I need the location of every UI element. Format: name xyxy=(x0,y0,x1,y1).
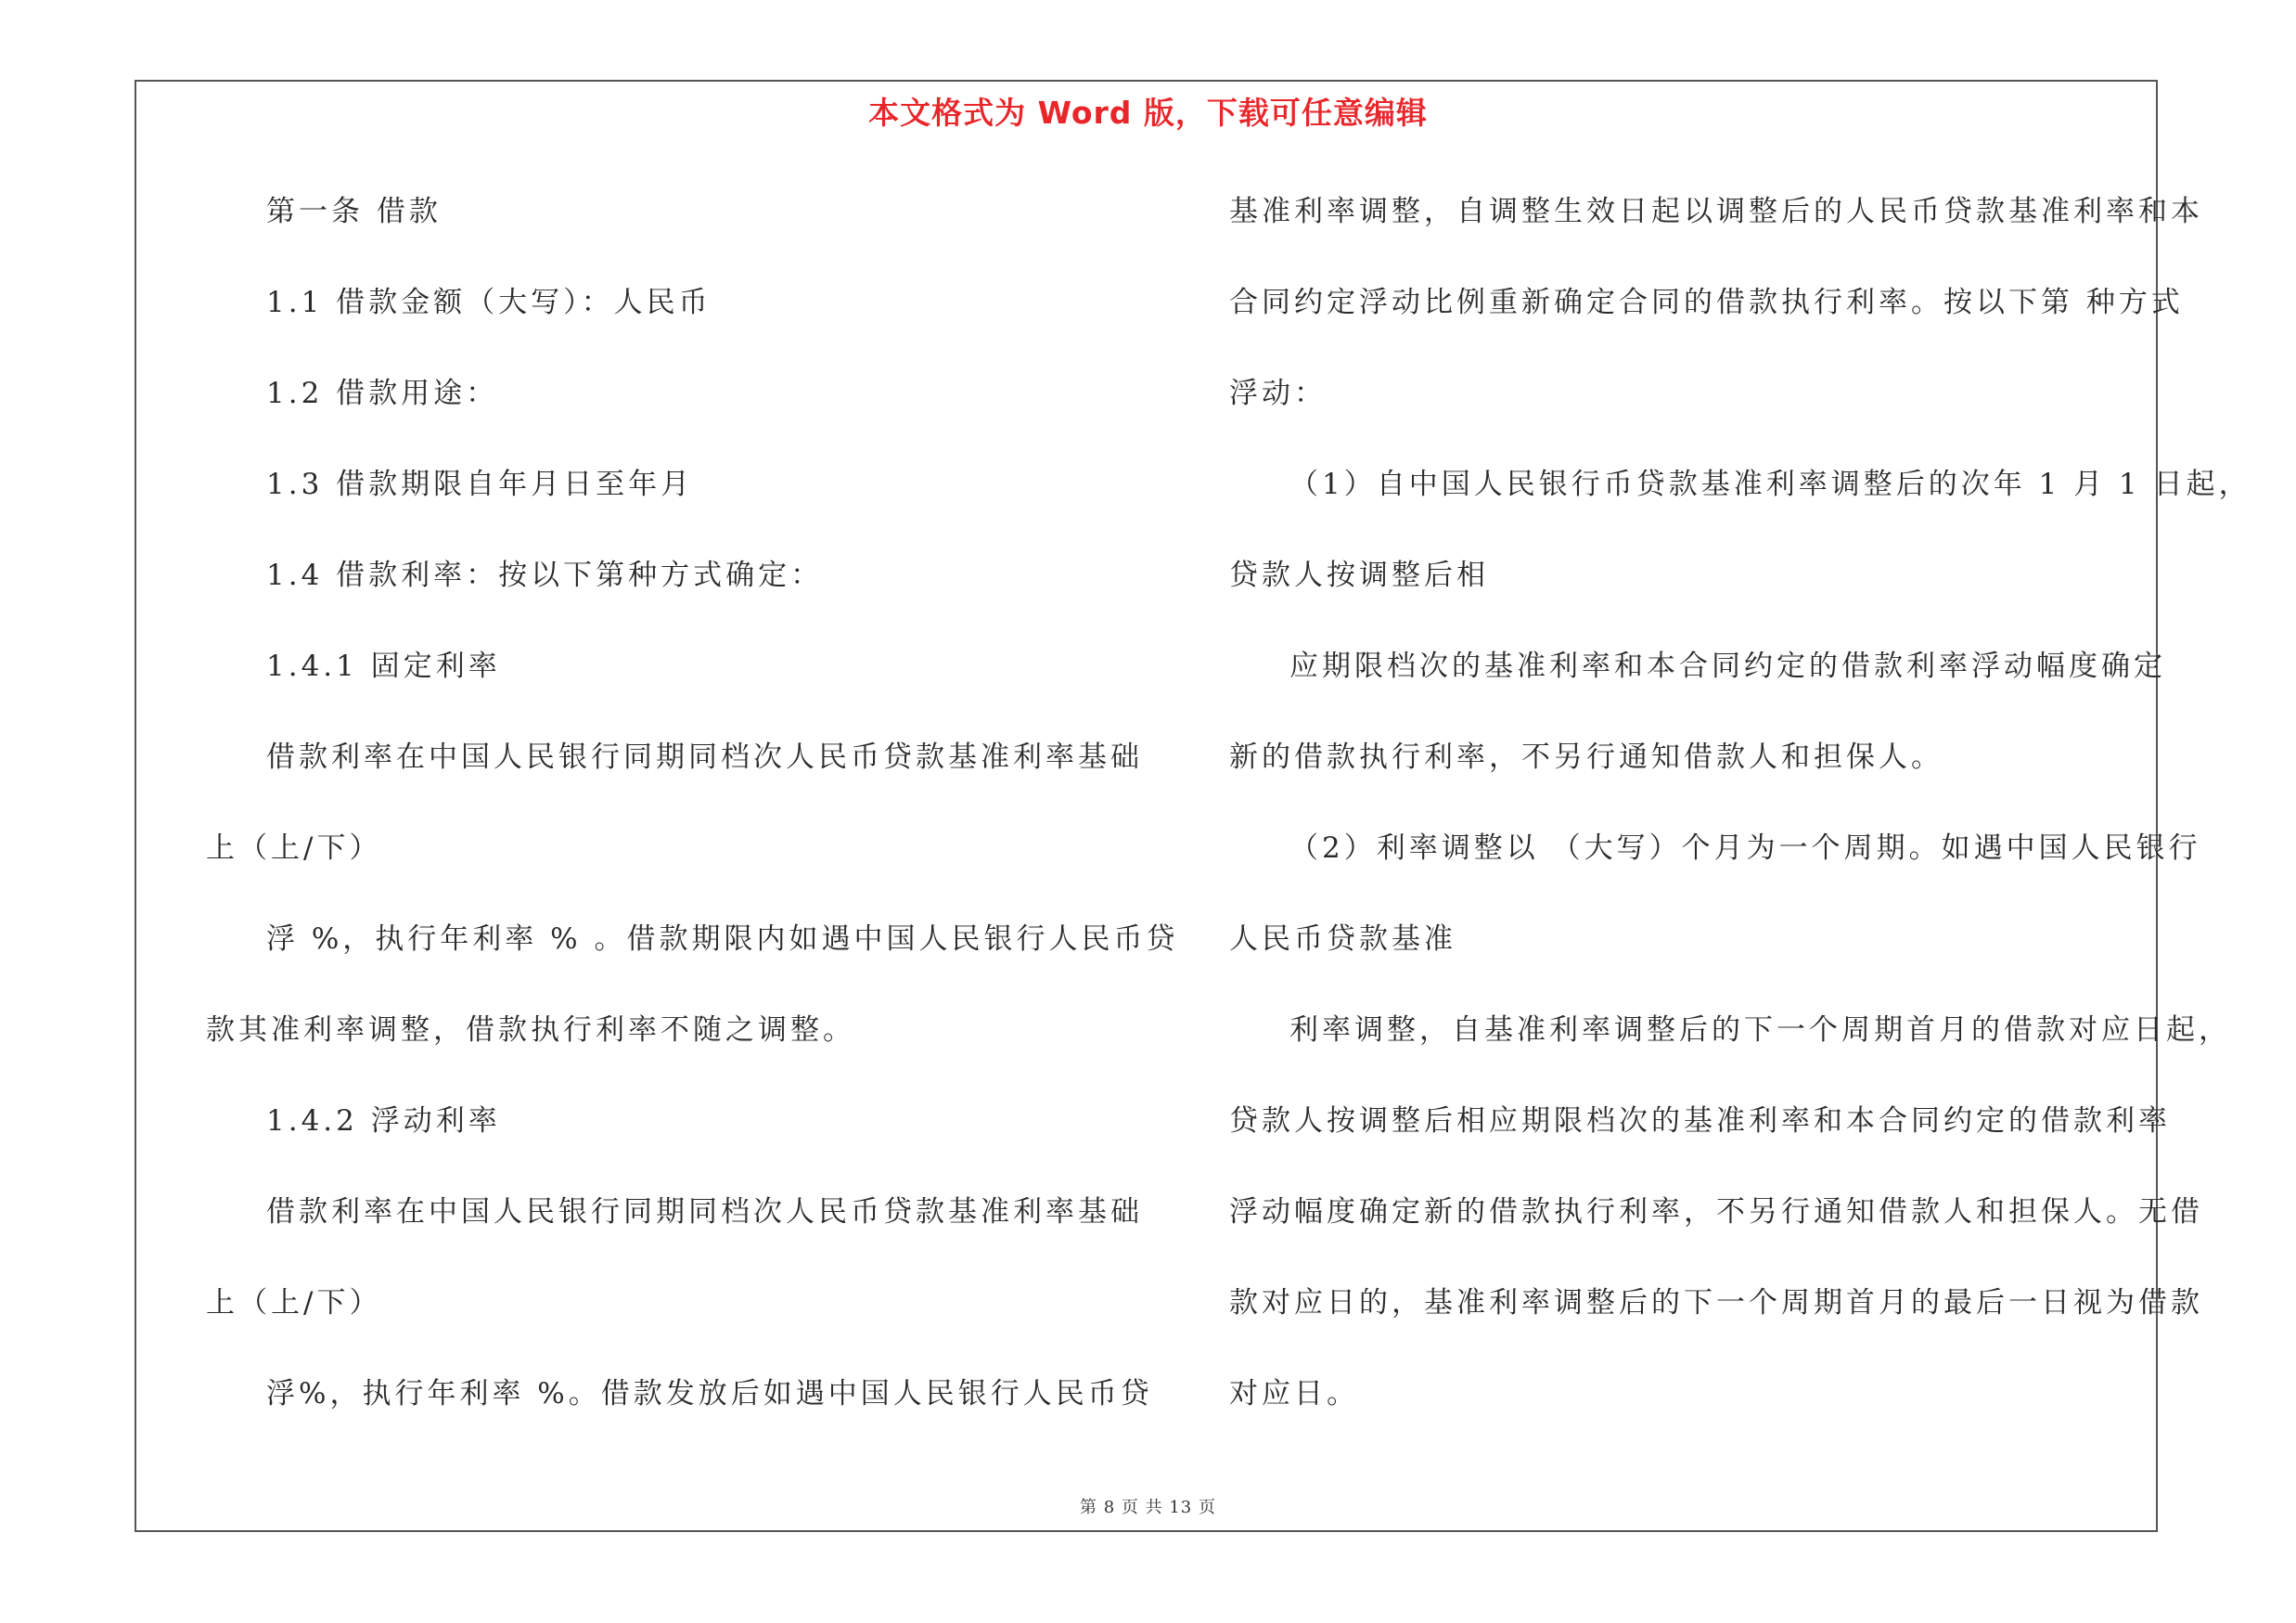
paragraph-line: 浮动： xyxy=(1229,377,1327,410)
paragraph-line: 新的借款执行利率，不另行通知借款人和担保人。 xyxy=(1229,741,1943,774)
paragraph-line: 浮 %，执行年利率 % 。借款期限内如遇中国人民银行人民币贷 xyxy=(266,922,1179,956)
clause-1-4-1: 1.4.1 固定利率 xyxy=(266,650,501,683)
paragraph-line: 贷款人按调整后相应期限档次的基准利率和本合同约定的借款利率 xyxy=(1229,1104,2171,1138)
word-format-banner: 本文格式为 Word 版，下载可任意编辑 xyxy=(868,95,1428,131)
paragraph-line: 合同约定浮动比例重新确定合同的借款执行利率。按以下第 种方式 xyxy=(1229,286,2184,319)
paragraph-line: 浮动幅度确定新的借款执行利率，不另行通知借款人和担保人。无借 xyxy=(1229,1195,2203,1229)
clause-1-3: 1.3 借款期限自年月日至年月 xyxy=(266,468,694,501)
paragraph-line: 上（上/下） xyxy=(206,1286,382,1320)
section-heading-loan: 第一条 借款 xyxy=(266,195,442,228)
clause-1-4-2: 1.4.2 浮动利率 xyxy=(266,1104,501,1138)
clause-1-1: 1.1 借款金额（大写）：人民币 xyxy=(266,286,712,319)
paragraph-line: 款其准利率调整，借款执行利率不随之调整。 xyxy=(206,1013,855,1047)
paragraph-line: 上（上/下） xyxy=(206,831,382,865)
paragraph-line: 利率调整，自基准利率调整后的下一个周期首月的借款对应日起， xyxy=(1289,1013,2231,1047)
paragraph-line: 基准利率调整，自调整生效日起以调整后的人民币贷款基准利率和本 xyxy=(1229,195,2203,228)
clause-1-2: 1.2 借款用途： xyxy=(266,377,499,410)
paragraph-line: 应期限档次的基准利率和本合同约定的借款利率浮动幅度确定 xyxy=(1289,650,2166,683)
paragraph-line: 借款利率在中国人民银行同期同档次人民币贷款基准利率基础 xyxy=(266,1195,1143,1229)
paragraph-line: 浮%，执行年利率 %。借款发放后如遇中国人民银行人民币贷 xyxy=(266,1377,1153,1410)
clause-1-4: 1.4 借款利率：按以下第种方式确定： xyxy=(266,559,824,592)
paragraph-line: （1）自中国人民银行币贷款基准利率调整后的次年 1 月 1 日起， xyxy=(1289,468,2251,501)
paragraph-line: 对应日。 xyxy=(1229,1377,1359,1410)
page-number-footer: 第 8 页 共 13 页 xyxy=(1080,1498,1216,1517)
paragraph-line: 款对应日的，基准利率调整后的下一个周期首月的最后一日视为借款 xyxy=(1229,1286,2203,1320)
paragraph-line: 人民币贷款基准 xyxy=(1229,922,1456,956)
paragraph-line: （2）利率调整以 （大写）个月为一个周期。如遇中国人民银行 xyxy=(1289,831,2201,865)
paragraph-line: 贷款人按调整后相 xyxy=(1229,559,1489,592)
paragraph-line: 借款利率在中国人民银行同期同档次人民币贷款基准利率基础 xyxy=(266,741,1143,774)
